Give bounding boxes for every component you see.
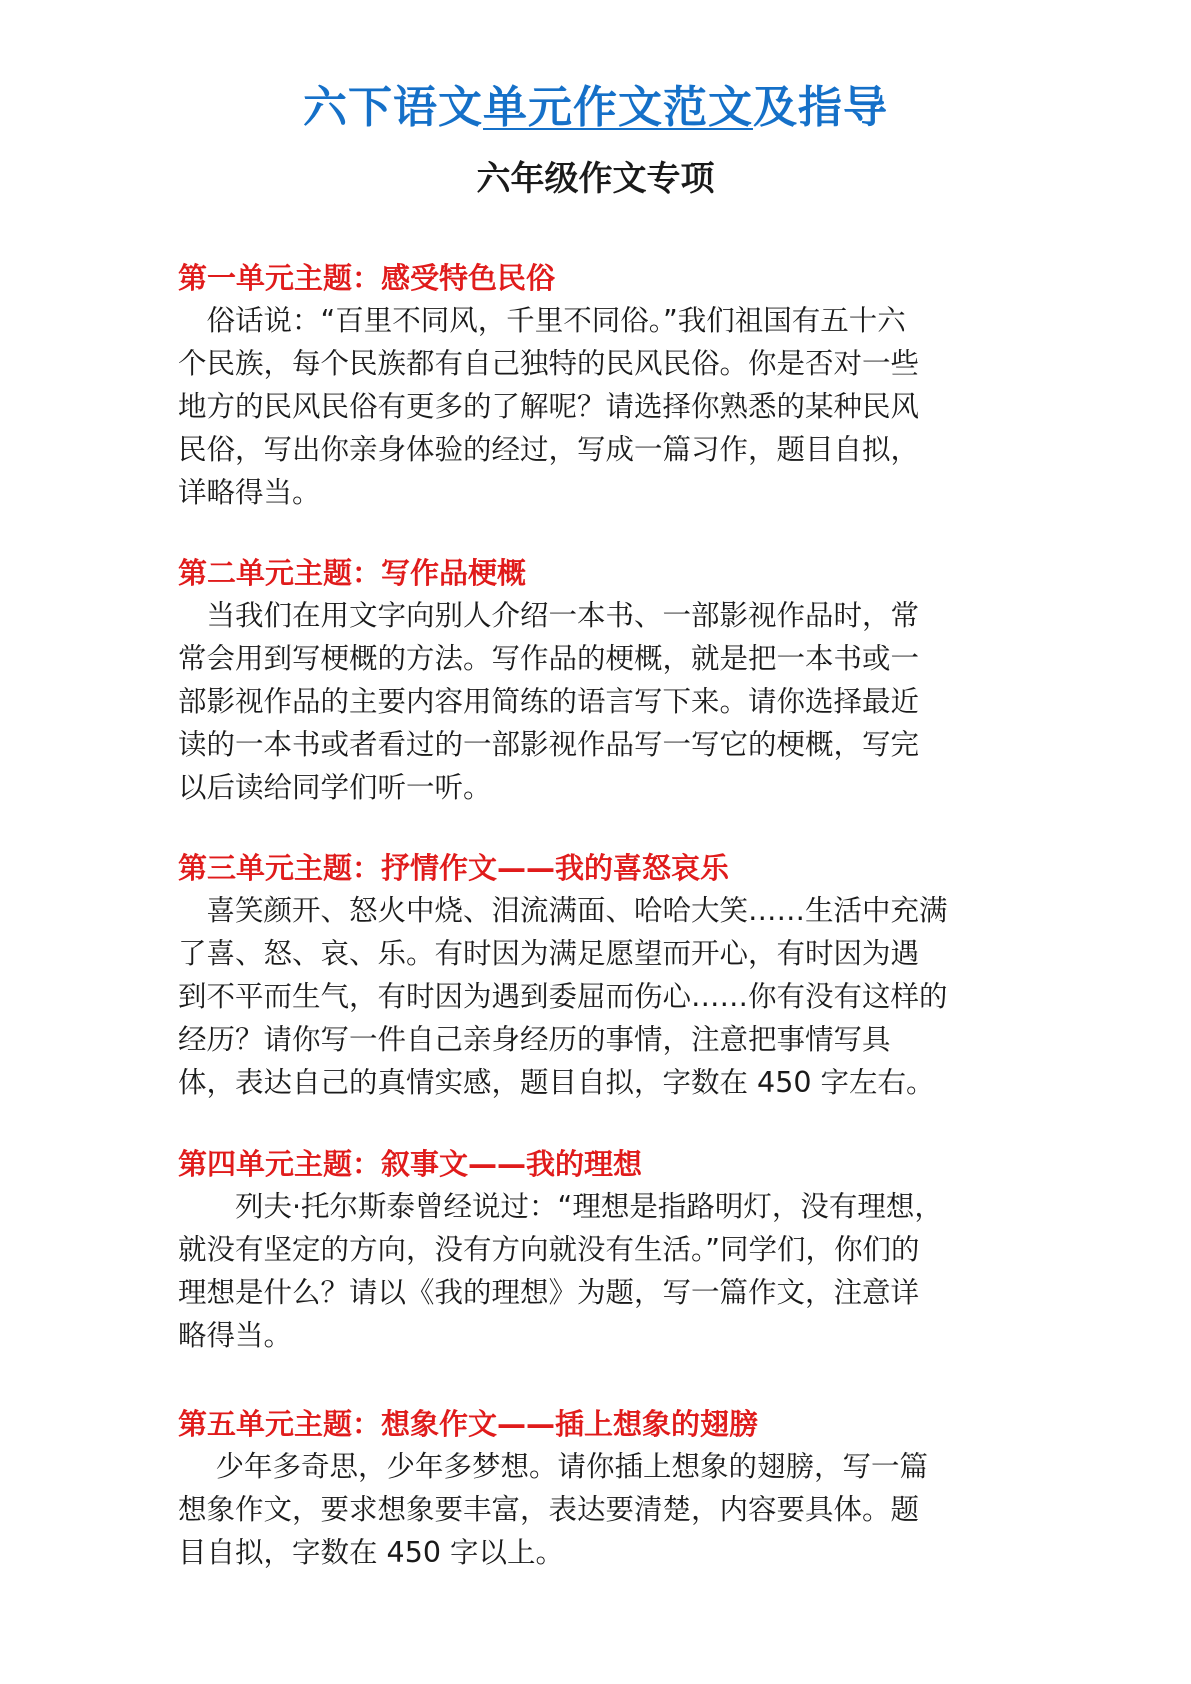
section-heading: 第二单元主题：写作品梗概 [178,556,527,590]
paragraph-line: 到不平而生气，有时因为遇到委屈而伤心……你有没有这样的 [178,980,948,1013]
paragraph-line: 地方的民风民俗有更多的了解呢？请选择你熟悉的某种民风 [178,390,920,423]
paragraph-line: 体，表达自己的真情实感，题目自拟，字数在 450 字左右。 [178,1066,935,1099]
paragraph-line: 就没有坚定的方向，没有方向就没有生活。”同学们，你们的 [178,1233,920,1266]
section-heading: 第一单元主题：感受特色民俗 [178,261,556,295]
page-subtitle: 六年级作文专项 [476,159,715,199]
section-paragraph [178,889,1028,1104]
paragraph-line: 部影视作品的主要内容用简练的语言写下来。请你选择最近 [178,685,920,718]
paragraph-line: 个民族，每个民族都有自己独特的民风民俗。你是否对一些 [178,347,920,380]
section-unit-1 [178,257,1028,514]
paragraph-line: 列夫·托尔斯泰曾经说过：“理想是指路明灯，没有理想， [178,1190,943,1223]
section-paragraph [178,1185,1028,1357]
section-unit-5 [178,1403,1028,1574]
title-part-2-underlined: 单元作文范文 [483,82,753,133]
paragraph-line: 当我们在用文字向别人介绍一本书、一部影视作品时，常 [178,599,920,632]
paragraph-line: 想象作文，要求想象要丰富，表达要清楚，内容要具体。题 [178,1493,920,1526]
paragraph-line: 以后读给同学们听一听。 [178,771,492,804]
section-heading: 第四单元主题：叙事文——我的理想 [178,1147,643,1181]
section-unit-2 [178,552,1028,809]
paragraph-line: 了喜、怒、哀、乐。有时因为满足愿望而开心，有时因为遇 [178,937,920,970]
title-part-3: 及指导 [753,82,888,133]
section-heading: 第三单元主题：抒情作文——我的喜怒哀乐 [178,851,730,885]
paragraph-line: 略得当。 [178,1319,293,1352]
section-paragraph [178,299,1028,514]
section-paragraph [178,594,1028,809]
title-part-1: 六下语文 [303,82,483,133]
paragraph-line: 详略得当。 [178,476,321,509]
section-unit-3 [178,847,1028,1104]
paragraph-line: 常会用到写梗概的方法。写作品的梗概，就是把一本书或一 [178,642,920,675]
section-heading: 第五单元主题：想象作文——插上想象的翅膀 [178,1407,759,1441]
paragraph-line: 俗话说：“百里不同风，千里不同俗。”我们祖国有五十六 [178,304,906,337]
paragraph-line: 目自拟，字数在 450 字以上。 [178,1536,565,1569]
paragraph-line: 理想是什么？请以《我的理想》为题，写一篇作文，注意详 [178,1276,920,1309]
paragraph-line: 民俗，写出你亲身体验的经过，写成一篇习作，题目自拟， [178,433,920,466]
paragraph-line: 经历？请你写一件自己亲身经历的事情，注意把事情写具 [178,1023,891,1056]
section-unit-4 [178,1143,1028,1357]
paragraph-line: 喜笑颜开、怒火中烧、泪流满面、哈哈大笑……生活中充满 [178,894,948,927]
page-title [0,80,1191,136]
paragraph-line: 少年多奇思，少年多梦想。请你插上想象的翅膀，写一篇 [178,1450,929,1483]
paragraph-line: 读的一本书或者看过的一部影视作品写一写它的梗概，写完 [178,728,920,761]
section-paragraph [178,1445,1028,1574]
